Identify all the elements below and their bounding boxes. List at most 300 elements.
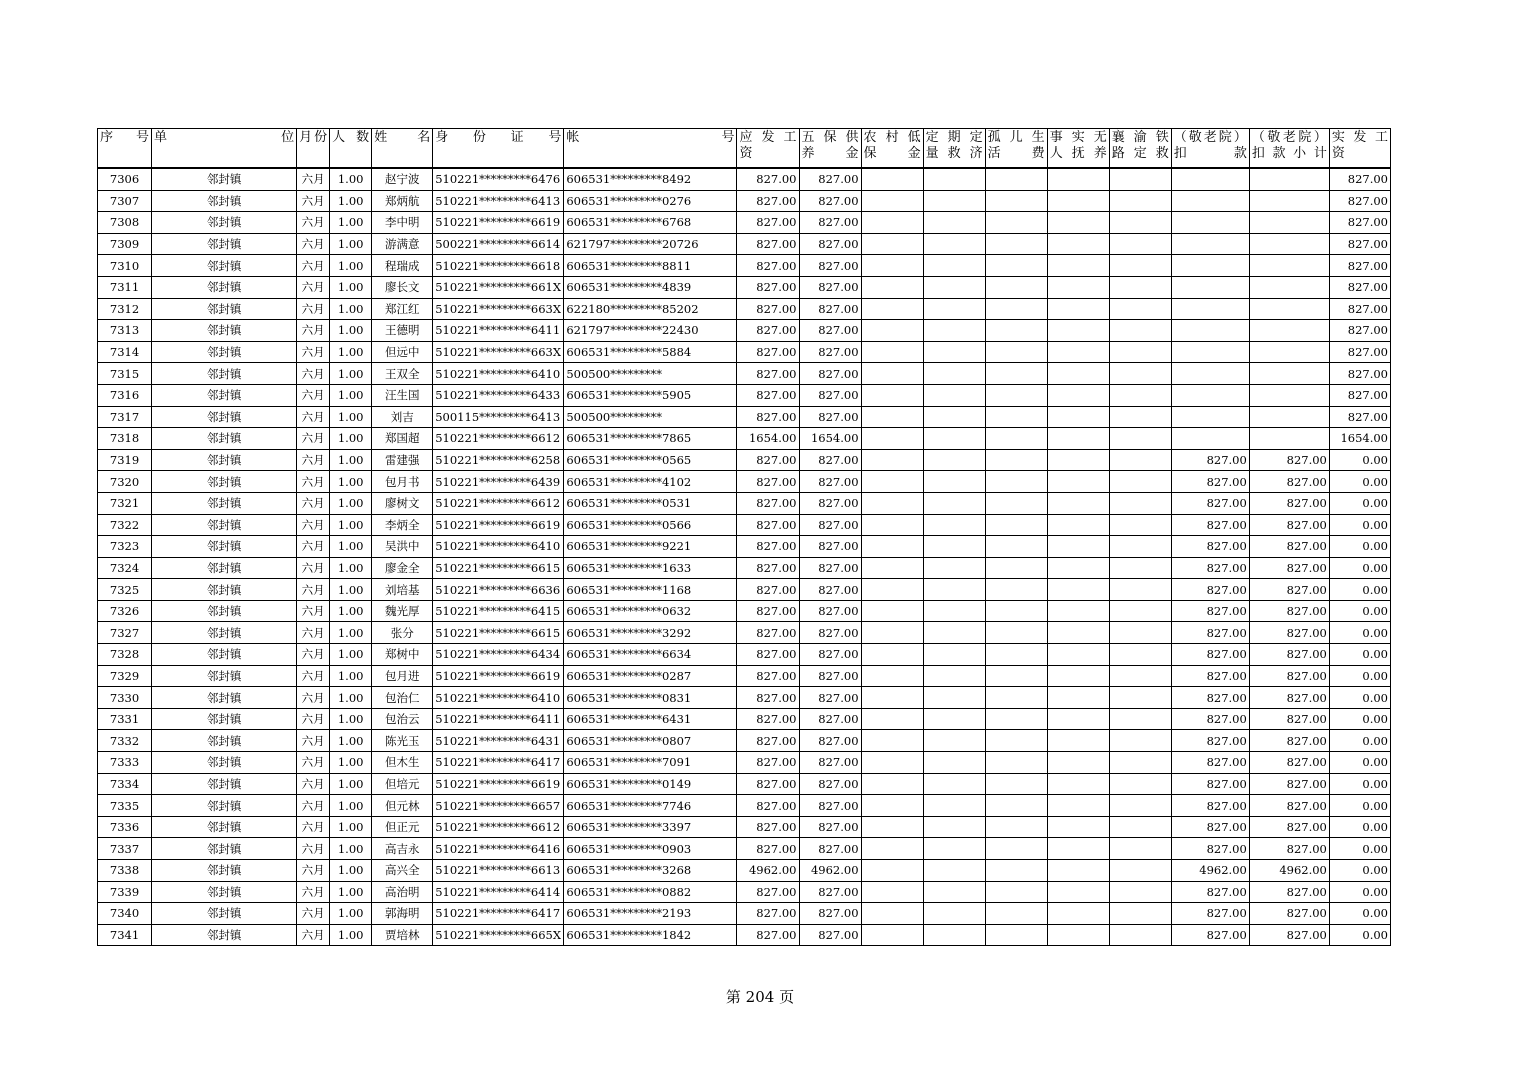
table-cell: 827.00: [1249, 773, 1329, 795]
table-cell: 0.00: [1329, 752, 1390, 774]
table-cell: 827.00: [737, 903, 799, 925]
table-cell: [923, 860, 985, 882]
table-cell: [1249, 168, 1329, 190]
table-cell: 1.00: [330, 449, 372, 471]
table-cell: [985, 449, 1047, 471]
table-cell: 510221*********6433: [433, 384, 564, 406]
table-cell: 827.00: [799, 406, 861, 428]
table-cell: [923, 492, 985, 514]
table-cell: 六月: [297, 406, 330, 428]
table-cell: 827.00: [737, 363, 799, 385]
table-cell: [1109, 320, 1171, 342]
table-cell: 1.00: [330, 514, 372, 536]
table-cell: 827.00: [1171, 903, 1249, 925]
table-cell: [923, 557, 985, 579]
table-cell: 六月: [297, 644, 330, 666]
table-cell: 827.00: [1249, 665, 1329, 687]
table-cell: 827.00: [1329, 298, 1390, 320]
table-cell: 827.00: [799, 752, 861, 774]
table-cell: 六月: [297, 838, 330, 860]
table-cell: 7312: [98, 298, 152, 320]
table-cell: [923, 255, 985, 277]
table-cell: [1171, 212, 1249, 234]
column-header: 定 期 定 量 救 济: [923, 129, 985, 169]
table-body: [98, 168, 1391, 946]
table-cell: 827.00: [799, 471, 861, 493]
table-cell: [985, 363, 1047, 385]
table-cell: 827.00: [1249, 492, 1329, 514]
table-cell: [923, 795, 985, 817]
table-cell: [1047, 255, 1109, 277]
table-cell: 827.00: [1171, 449, 1249, 471]
table-cell: [861, 795, 923, 817]
table-row: [98, 233, 1391, 255]
table-cell: 827.00: [799, 816, 861, 838]
table-cell: [861, 687, 923, 709]
table-cell: [1047, 320, 1109, 342]
table-cell: 1.00: [330, 622, 372, 644]
table-cell: [1047, 233, 1109, 255]
table-row: [98, 903, 1391, 925]
table-cell: [985, 816, 1047, 838]
table-cell: [985, 406, 1047, 428]
table-cell: 0.00: [1329, 557, 1390, 579]
table-cell: [1109, 903, 1171, 925]
table-cell: 六月: [297, 212, 330, 234]
table-cell: 827.00: [1249, 557, 1329, 579]
table-cell: 827.00: [1329, 341, 1390, 363]
table-cell: 827.00: [1329, 168, 1390, 190]
table-cell: 张分: [372, 622, 433, 644]
table-cell: 0.00: [1329, 536, 1390, 558]
table-cell: [861, 838, 923, 860]
table-cell: 606531*********7091: [564, 752, 737, 774]
table-cell: 六月: [297, 233, 330, 255]
table-cell: 827.00: [1171, 471, 1249, 493]
table-cell: 7339: [98, 881, 152, 903]
table-cell: 827.00: [1329, 320, 1390, 342]
table-cell: 827.00: [737, 341, 799, 363]
table-cell: [923, 838, 985, 860]
table-cell: 827.00: [737, 557, 799, 579]
table-cell: [861, 255, 923, 277]
table-cell: 0.00: [1329, 838, 1390, 860]
table-cell: 510221*********6417: [433, 903, 564, 925]
table-cell: 606531*********4839: [564, 276, 737, 298]
table-cell: [1047, 708, 1109, 730]
table-cell: 六月: [297, 860, 330, 882]
table-cell: 程瑞成: [372, 255, 433, 277]
table-cell: [861, 406, 923, 428]
table-cell: 邻封镇: [152, 816, 297, 838]
table-cell: 827.00: [737, 190, 799, 212]
table-cell: [1109, 428, 1171, 450]
table-cell: 510221*********6615: [433, 622, 564, 644]
table-cell: [1109, 773, 1171, 795]
table-cell: [1047, 860, 1109, 882]
table-cell: 827.00: [799, 492, 861, 514]
table-cell: [1249, 212, 1329, 234]
table-cell: 606531*********0276: [564, 190, 737, 212]
table-cell: [923, 233, 985, 255]
table-cell: 827.00: [737, 514, 799, 536]
table-cell: [1109, 816, 1171, 838]
table-cell: 827.00: [737, 924, 799, 946]
table-cell: 包月书: [372, 471, 433, 493]
table-cell: 王双全: [372, 363, 433, 385]
table-cell: 0.00: [1329, 687, 1390, 709]
table-cell: [861, 903, 923, 925]
table-cell: 吴洪中: [372, 536, 433, 558]
table-cell: 赵宁波: [372, 168, 433, 190]
table-cell: 邻封镇: [152, 708, 297, 730]
table-cell: 邻封镇: [152, 536, 297, 558]
table-row: [98, 212, 1391, 234]
table-cell: 7329: [98, 665, 152, 687]
table-cell: 827.00: [1171, 622, 1249, 644]
table-cell: 827.00: [737, 881, 799, 903]
table-cell: 1.00: [330, 838, 372, 860]
table-cell: 606531*********5884: [564, 341, 737, 363]
table-cell: [1109, 449, 1171, 471]
table-cell: 0.00: [1329, 492, 1390, 514]
table-cell: [1047, 600, 1109, 622]
table-cell: [1171, 428, 1249, 450]
column-header: 农 村 低 保 金: [861, 129, 923, 169]
column-header: 序 号: [98, 129, 152, 169]
table-cell: 郑树中: [372, 644, 433, 666]
table-cell: [985, 600, 1047, 622]
table-cell: 廖长文: [372, 276, 433, 298]
table-cell: 7317: [98, 406, 152, 428]
table-cell: 7311: [98, 276, 152, 298]
table-cell: 500500*********: [564, 406, 737, 428]
table-cell: 827.00: [737, 449, 799, 471]
table-cell: 1.00: [330, 471, 372, 493]
table-cell: [923, 276, 985, 298]
table-cell: [1171, 233, 1249, 255]
column-header: 人 数: [330, 129, 372, 169]
table-cell: 六月: [297, 816, 330, 838]
table-row: [98, 406, 1391, 428]
table-cell: 827.00: [1171, 924, 1249, 946]
table-cell: [1109, 384, 1171, 406]
table-cell: 7315: [98, 363, 152, 385]
table-cell: [1171, 255, 1249, 277]
table-cell: 827.00: [1171, 514, 1249, 536]
table-cell: 邻封镇: [152, 644, 297, 666]
table-cell: 827.00: [1249, 881, 1329, 903]
table-row: [98, 881, 1391, 903]
table-cell: 7319: [98, 449, 152, 471]
table-cell: 邻封镇: [152, 384, 297, 406]
page-number: 第 204 页: [725, 988, 795, 1006]
table-cell: 刘培基: [372, 579, 433, 601]
table-cell: [1047, 816, 1109, 838]
table-cell: 邻封镇: [152, 752, 297, 774]
table-cell: 1.00: [330, 730, 372, 752]
table-cell: [985, 579, 1047, 601]
table-cell: 邻封镇: [152, 600, 297, 622]
table-cell: 邻封镇: [152, 255, 297, 277]
table-cell: [1249, 428, 1329, 450]
table-cell: 1.00: [330, 212, 372, 234]
table-cell: 7306: [98, 168, 152, 190]
table-cell: 827.00: [1249, 514, 1329, 536]
table-cell: [1171, 384, 1249, 406]
table-cell: 1.00: [330, 881, 372, 903]
table-cell: 827.00: [1249, 471, 1329, 493]
table-cell: 1.00: [330, 644, 372, 666]
table-cell: 7331: [98, 708, 152, 730]
table-cell: [985, 860, 1047, 882]
table-cell: [985, 320, 1047, 342]
column-header: 事 实 无 人 抚 养: [1047, 129, 1109, 169]
table-cell: [1047, 471, 1109, 493]
table-cell: [1109, 298, 1171, 320]
table-cell: 606531*********0531: [564, 492, 737, 514]
table-cell: 827.00: [737, 298, 799, 320]
table-cell: 500221*********6614: [433, 233, 564, 255]
column-header: 孤 儿 生 活 费: [985, 129, 1047, 169]
table-row: [98, 600, 1391, 622]
table-cell: [861, 644, 923, 666]
table-cell: 邻封镇: [152, 471, 297, 493]
table-cell: 7313: [98, 320, 152, 342]
table-cell: [923, 428, 985, 450]
table-cell: 0.00: [1329, 773, 1390, 795]
table-cell: 827.00: [737, 168, 799, 190]
table-cell: 827.00: [799, 168, 861, 190]
table-cell: 但培元: [372, 773, 433, 795]
column-header: 五 保 供 养 金: [799, 129, 861, 169]
table-cell: 7322: [98, 514, 152, 536]
table-cell: 六月: [297, 536, 330, 558]
table-cell: 陈光玉: [372, 730, 433, 752]
table-cell: 827.00: [799, 881, 861, 903]
table-cell: 606531*********6634: [564, 644, 737, 666]
table-cell: 邻封镇: [152, 190, 297, 212]
table-cell: 7335: [98, 795, 152, 817]
table-cell: 827.00: [1171, 730, 1249, 752]
table-row: [98, 514, 1391, 536]
table-cell: 六月: [297, 924, 330, 946]
table-cell: 606531*********0632: [564, 600, 737, 622]
table-row: [98, 341, 1391, 363]
table-cell: [985, 708, 1047, 730]
table-cell: 7314: [98, 341, 152, 363]
table-cell: 510221*********6431: [433, 730, 564, 752]
table-cell: [1047, 903, 1109, 925]
table-cell: 邻封镇: [152, 449, 297, 471]
table-cell: [985, 168, 1047, 190]
table-cell: [1109, 341, 1171, 363]
table-cell: 游满意: [372, 233, 433, 255]
table-cell: 827.00: [1171, 644, 1249, 666]
table-cell: 606531*********0831: [564, 687, 737, 709]
table-cell: 包月进: [372, 665, 433, 687]
column-header: （敬老院） 扣 款: [1171, 129, 1249, 169]
table-cell: [1047, 514, 1109, 536]
table-cell: [985, 773, 1047, 795]
table-cell: 邻封镇: [152, 838, 297, 860]
table-cell: 六月: [297, 363, 330, 385]
table-cell: 邻封镇: [152, 924, 297, 946]
table-cell: 827.00: [1171, 557, 1249, 579]
table-cell: [985, 298, 1047, 320]
table-cell: 510221*********6619: [433, 212, 564, 234]
table-cell: [1109, 708, 1171, 730]
table-cell: 606531*********1633: [564, 557, 737, 579]
table-cell: 827.00: [1249, 687, 1329, 709]
table-cell: 510221*********6413: [433, 190, 564, 212]
table-row: [98, 471, 1391, 493]
table-cell: 但木生: [372, 752, 433, 774]
table-cell: [985, 644, 1047, 666]
table-cell: 邻封镇: [152, 881, 297, 903]
table-row: [98, 255, 1391, 277]
table-cell: [923, 363, 985, 385]
table-cell: 1.00: [330, 924, 372, 946]
table-cell: [985, 557, 1047, 579]
table-cell: 510221*********661X: [433, 276, 564, 298]
table-cell: 827.00: [799, 924, 861, 946]
table-cell: 0.00: [1329, 795, 1390, 817]
table-cell: 高治明: [372, 881, 433, 903]
table-cell: 827.00: [1249, 795, 1329, 817]
table-cell: 510221*********6410: [433, 363, 564, 385]
table-cell: 六月: [297, 190, 330, 212]
table-cell: 1.00: [330, 687, 372, 709]
table-cell: 邻封镇: [152, 212, 297, 234]
table-cell: [861, 428, 923, 450]
table-cell: 827.00: [799, 579, 861, 601]
table-cell: 1.00: [330, 384, 372, 406]
table-cell: 510221*********6411: [433, 320, 564, 342]
table-cell: 827.00: [737, 536, 799, 558]
table-cell: [985, 622, 1047, 644]
table-cell: [985, 190, 1047, 212]
table-cell: 4962.00: [1249, 860, 1329, 882]
table-cell: [1109, 557, 1171, 579]
table-row: [98, 449, 1391, 471]
table-cell: 0.00: [1329, 860, 1390, 882]
table-cell: 510221*********663X: [433, 341, 564, 363]
table-cell: 827.00: [1171, 881, 1249, 903]
table-cell: 827.00: [1171, 665, 1249, 687]
table-cell: [1109, 881, 1171, 903]
table-cell: [1047, 795, 1109, 817]
table-cell: 827.00: [799, 212, 861, 234]
table-cell: 0.00: [1329, 903, 1390, 925]
table-cell: [861, 924, 923, 946]
table-cell: 827.00: [1171, 838, 1249, 860]
table-cell: 606531*********0807: [564, 730, 737, 752]
table-cell: 606531*********8811: [564, 255, 737, 277]
table-cell: 1.00: [330, 600, 372, 622]
table-row: [98, 838, 1391, 860]
table-cell: 827.00: [799, 341, 861, 363]
table-cell: [1249, 190, 1329, 212]
table-cell: [861, 363, 923, 385]
table-cell: 606531*********3397: [564, 816, 737, 838]
table-cell: [861, 298, 923, 320]
table-cell: 7308: [98, 212, 152, 234]
table-cell: [1171, 168, 1249, 190]
table-cell: 7321: [98, 492, 152, 514]
table-cell: 但远中: [372, 341, 433, 363]
table-cell: 六月: [297, 341, 330, 363]
table-cell: [1047, 384, 1109, 406]
table-cell: 500500*********: [564, 363, 737, 385]
table-cell: 827.00: [799, 557, 861, 579]
table-cell: 魏光厚: [372, 600, 433, 622]
table-cell: 510221*********6414: [433, 881, 564, 903]
table-cell: 827.00: [799, 536, 861, 558]
table-row: [98, 557, 1391, 579]
table-cell: 606531*********6431: [564, 708, 737, 730]
table-cell: 7326: [98, 600, 152, 622]
table-cell: [1249, 384, 1329, 406]
table-cell: [861, 752, 923, 774]
table-cell: 827.00: [737, 708, 799, 730]
table-cell: 827.00: [1249, 708, 1329, 730]
table-cell: [1249, 233, 1329, 255]
table-cell: 邻封镇: [152, 514, 297, 536]
table-cell: [1047, 644, 1109, 666]
table-cell: 827.00: [1249, 600, 1329, 622]
table-cell: 827.00: [1329, 255, 1390, 277]
table-cell: 827.00: [1249, 730, 1329, 752]
table-cell: 六月: [297, 622, 330, 644]
table-cell: 827.00: [1171, 773, 1249, 795]
table-cell: 606531*********7865: [564, 428, 737, 450]
table-cell: 827.00: [737, 665, 799, 687]
table-cell: [1109, 600, 1171, 622]
table-cell: 六月: [297, 708, 330, 730]
table-cell: 1.00: [330, 341, 372, 363]
column-header: 身 份 证 号: [433, 129, 564, 169]
table-cell: 606531*********1842: [564, 924, 737, 946]
table-cell: 7332: [98, 730, 152, 752]
table-cell: [923, 665, 985, 687]
table-cell: 827.00: [737, 838, 799, 860]
table-cell: [923, 816, 985, 838]
table-cell: 0.00: [1329, 924, 1390, 946]
table-cell: 1.00: [330, 255, 372, 277]
table-cell: [985, 514, 1047, 536]
table-cell: 510221*********6434: [433, 644, 564, 666]
table-cell: 7337: [98, 838, 152, 860]
table-cell: 510221*********6612: [433, 816, 564, 838]
table-cell: 7324: [98, 557, 152, 579]
table-cell: [985, 752, 1047, 774]
table-cell: 827.00: [799, 838, 861, 860]
table-cell: 827.00: [737, 644, 799, 666]
table-cell: 621797*********20726: [564, 233, 737, 255]
table-cell: 827.00: [1329, 384, 1390, 406]
table-row: [98, 730, 1391, 752]
table-cell: 827.00: [799, 514, 861, 536]
table-row: [98, 752, 1391, 774]
table-cell: 606531*********0287: [564, 665, 737, 687]
table-cell: [1249, 406, 1329, 428]
table-cell: [861, 860, 923, 882]
table-cell: 827.00: [737, 320, 799, 342]
table-cell: 510221*********6657: [433, 795, 564, 817]
table-cell: [923, 298, 985, 320]
table-cell: [923, 514, 985, 536]
